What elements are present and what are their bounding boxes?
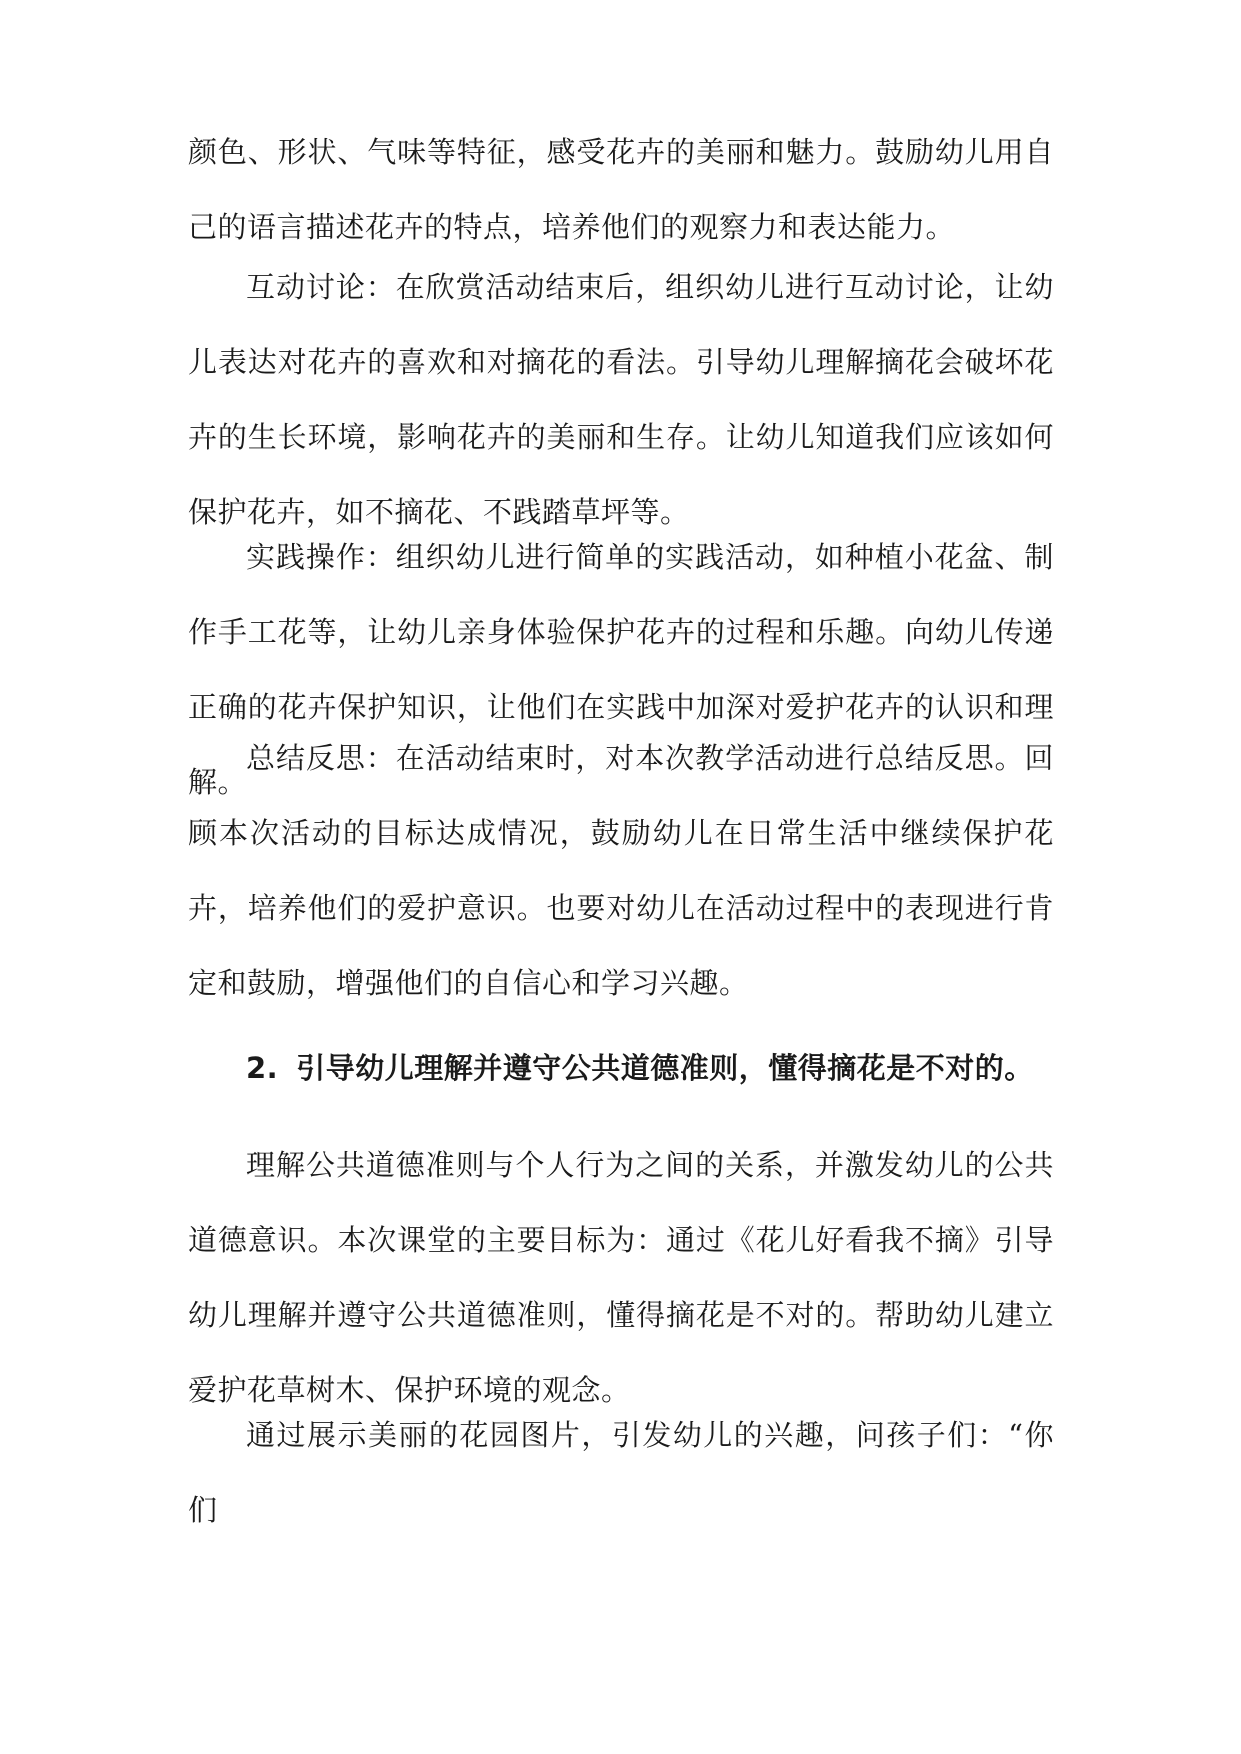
paragraph-lesson-goal: 理解公共道德准则与个人行为之间的关系，并激发幼儿的公共道德意识。本次课堂的主要目标为：通过《花儿好看我不摘》引导幼儿理解并遵守公共道德准则，懂得摘花是不对的。帮助幼儿建立爱护花草树木、保护环境的观念。 (188, 1148, 1054, 1407)
paragraph-summary-reflection: 总结反思：在活动结束时，对本次教学活动进行总结反思。回顾本次活动的目标达成情况，鼓励幼儿在日常生活中继续保护花卉，培养他们的爱护意识。也要对幼儿在活动过程中的表现进行肯定和鼓励，增强他们的自信心和学习兴趣。 (188, 741, 1054, 1000)
paragraph-lesson-intro: 通过展示美丽的花园图片，引发幼儿的兴趣，问孩子们：“你们 (188, 1418, 1054, 1527)
section-heading (246, 1048, 1066, 1088)
section-heading-text: 引导幼儿理解并遵守公共道德准则，懂得摘花是不对的。 (296, 1051, 1034, 1085)
paragraph-appreciation-continued: 颜色、形状、气味等特征，感受花卉的美丽和魅力。鼓励幼儿用自己的语言描述花卉的特点，培养他们的观察力和表达能力。 (188, 135, 1054, 244)
paragraph-interactive-discussion: 互动讨论：在欣赏活动结束后，组织幼儿进行互动讨论，让幼儿表达对花卉的喜欢和对摘花的看法。引导幼儿理解摘花会破坏花卉的生长环境，影响花卉的美丽和生存。让幼儿知道我们应该如何保护花卉，如不摘花、不践踏草坪等。 (188, 270, 1054, 529)
section-heading-number: 2. (246, 1051, 279, 1085)
paragraph-practice-activity: 实践操作：组织幼儿进行简单的实践活动，如种植小花盆、制作手工花等，让幼儿亲身体验保护花卉的过程和乐趣。向幼儿传递正确的花卉保护知识，让他们在实践中加深对爱护花卉的认识和理解。 (188, 540, 1054, 799)
